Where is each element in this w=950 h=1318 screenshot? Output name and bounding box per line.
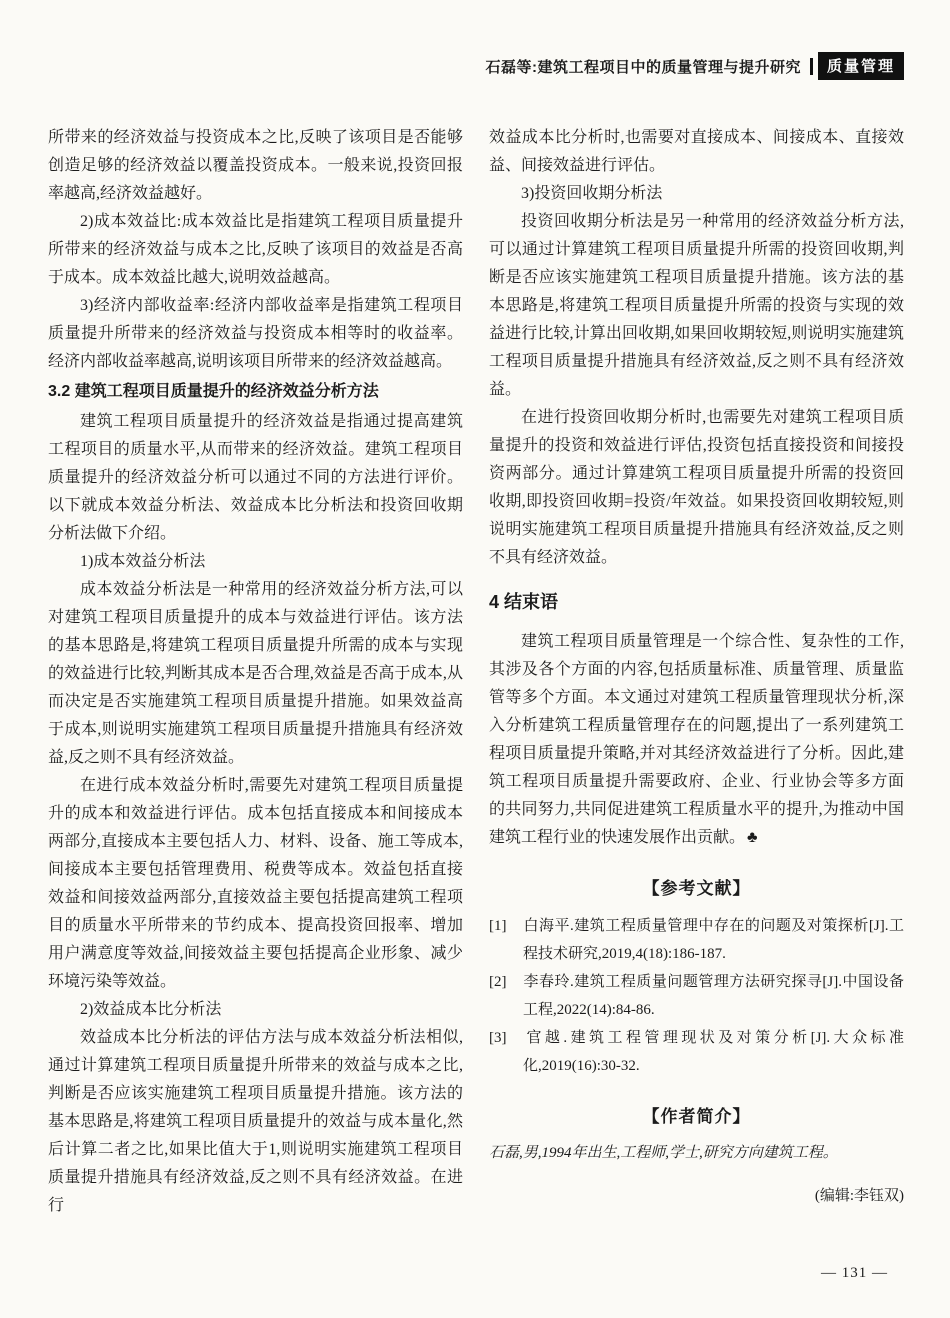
paragraph-continued: 所带来的经济效益与投资成本之比,反映了该项目是否能够创造足够的经济效益以覆盖投资成本。一般来说,投资回报率越高,经济效益越好。 — [48, 129, 463, 202]
running-title: 石磊等:建筑工程项目中的质量管理与提升研究 — [485, 58, 801, 76]
column-badge: 质量管理 — [818, 52, 904, 80]
reference-text: 官越.建筑工程管理现状及对策分析[J].大众标准化,2019(16):30-32. — [523, 1030, 904, 1074]
references-list — [489, 912, 904, 1080]
paragraph-conclusion — [489, 628, 904, 852]
header-divider-bar — [810, 58, 813, 75]
reference-text: 白海平.建筑工程质量管理中存在的问题及对策探析[J].工程技术研究,2019,4(18):186-187. — [523, 918, 904, 962]
paragraph-internal-rate-of-return: 3)经济内部收益率:经济内部收益率是指建筑工程项目质量提升所带来的经济效益与投资成本相等时的收益率。经济内部收益率越高,说明该项目所带来的经济效益越高。 — [48, 297, 463, 370]
article-end-icon: ♣ — [747, 829, 758, 846]
page-header — [48, 54, 904, 78]
two-column-body — [48, 124, 904, 1220]
reference-item — [489, 968, 904, 1024]
paragraph-method-intro: 建筑工程项目质量提升的经济效益是指通过提高建筑工程项目的质量水平,从而带来的经济效益。建筑工程项目质量提升的经济效益分析可以通过不同的方法进行评价。以下就成本效益分析法、效益成本比分析法和投资回收期分析法做下介绍。 — [48, 413, 463, 542]
reference-item — [489, 1024, 904, 1080]
list-item-method-2-title: 2)效益成本比分析法 — [80, 1001, 222, 1018]
right-column — [489, 124, 904, 1220]
page-number: — 131 — — [821, 1265, 888, 1281]
paragraph-method-2: 效益成本比分析法的评估方法与成本效益分析法相似,通过计算建筑工程项目质量提升所带来的效益与成本之比,判断是否应该实施建筑工程项目质量提升措施。该方法的基本思路是,将建筑工程项目质量提升的效益与成本量化,然后计算二者之比,如果比值大于1,则说明实施建筑工程项目质量提升措施具有经济效益,反之则不具有经济效益。在进行 — [48, 1029, 463, 1214]
author-heading: 【作者简介】 — [642, 1107, 751, 1126]
paragraph-continued: 效益成本比分析时,也需要对直接成本、间接成本、直接效益、间接效益进行评估。 — [489, 129, 904, 174]
list-item-method-3-title: 3)投资回收期分析法 — [521, 185, 663, 202]
reference-item — [489, 912, 904, 968]
references-heading: 【参考文献】 — [642, 879, 751, 898]
list-item-method-1-title: 1)成本效益分析法 — [80, 553, 206, 570]
paragraph-cost-benefit-ratio: 2)成本效益比:成本效益比是指建筑工程项目质量提升所带来的经济效益与成本之比,反映了该项目的效益是否高于成本。成本效益比越大,说明效益越高。 — [48, 213, 463, 286]
reference-label: [2] — [489, 974, 507, 990]
paragraph-method-3-b: 在进行投资回收期分析时,也需要先对建筑工程项目质量提升的投资和效益进行评估,投资包括直接投资和间接投资两部分。通过计算建筑工程项目质量提升所需的投资回收期,即投资回收期=投资/年效益。如果投资回收期较短,则说明实施建筑工程项目质量提升措施具有经济效益,反之则不具有经济效益。 — [489, 409, 904, 566]
paragraph-method-3-a: 投资回收期分析法是另一种常用的经济效益分析方法,可以通过计算建筑工程项目质量提升所需的投资回收期,判断是否应该实施建筑工程项目质量提升措施。该方法的基本思路是,将建筑工程项目质量提升所需的投资与实现的效益进行比较,计算出回收期,如果回收期较短,则说明实施建筑工程项目质量提升措施具有经济效益,反之则不具有经济效益。 — [489, 213, 904, 398]
left-column — [48, 124, 463, 1220]
reference-text: 李春玲.建筑工程质量问题管理方法研究探寻[J].中国设备工程,2022(14):84-86. — [523, 974, 904, 1018]
editor-note: (编辑:李钰双) — [814, 1188, 904, 1204]
reference-label: [3] — [489, 1030, 507, 1046]
reference-label: [1] — [489, 918, 507, 934]
conclusion-text: 建筑工程项目质量管理是一个综合性、复杂性的工作,其涉及各个方面的内容,包括质量标准、质量管理、质量监管等多个方面。本文通过对建筑工程质量管理现状分析,深入分析建筑工程质量管理存在的问题,提出了一系列建筑工程项目质量提升策略,并对其经济效益进行了分析。因此,建筑工程项目质量提升需要政府、企业、行业协会等多方面的共同努力,共同促进建筑工程质量水平的提升,为推动中国建筑工程行业的快速发展作出贡献。 — [489, 633, 904, 846]
paragraph-method-1-b: 在进行成本效益分析时,需要先对建筑工程项目质量提升的成本和效益进行评估。成本包括直接成本和间接成本两部分,直接成本主要包括人力、材料、设备、施工等成本,间接成本主要包括管理费用、税费等成本。效益包括直接效益和间接效益两部分,直接效益主要包括提高建筑工程项目的质量水平所带来的节约成本、提高投资回报率、增加用户满意度等效益,间接效益主要包括提高企业形象、减少环境污染等效益。 — [48, 777, 463, 990]
author-bio: 石磊,男,1994年出生,工程师,学士,研究方向建筑工程。 — [489, 1145, 838, 1161]
section-heading-conclusion: 4 结束语 — [489, 592, 559, 612]
paragraph-method-1-a: 成本效益分析法是一种常用的经济效益分析方法,可以对建筑工程项目质量提升的成本与效益进行评估。该方法的基本思路是,将建筑工程项目质量提升所需的成本与实现的效益进行比较,判断其成本是否合理,效益是否高于成本,从而决定是否实施建筑工程项目质量提升措施。如果效益高于成本,则说明实施建筑工程项目质量提升措施具有经济效益,反之则不具有经济效益。 — [48, 581, 463, 766]
subsection-heading-3-2: 3.2 建筑工程项目质量提升的经济效益分析方法 — [48, 383, 379, 400]
